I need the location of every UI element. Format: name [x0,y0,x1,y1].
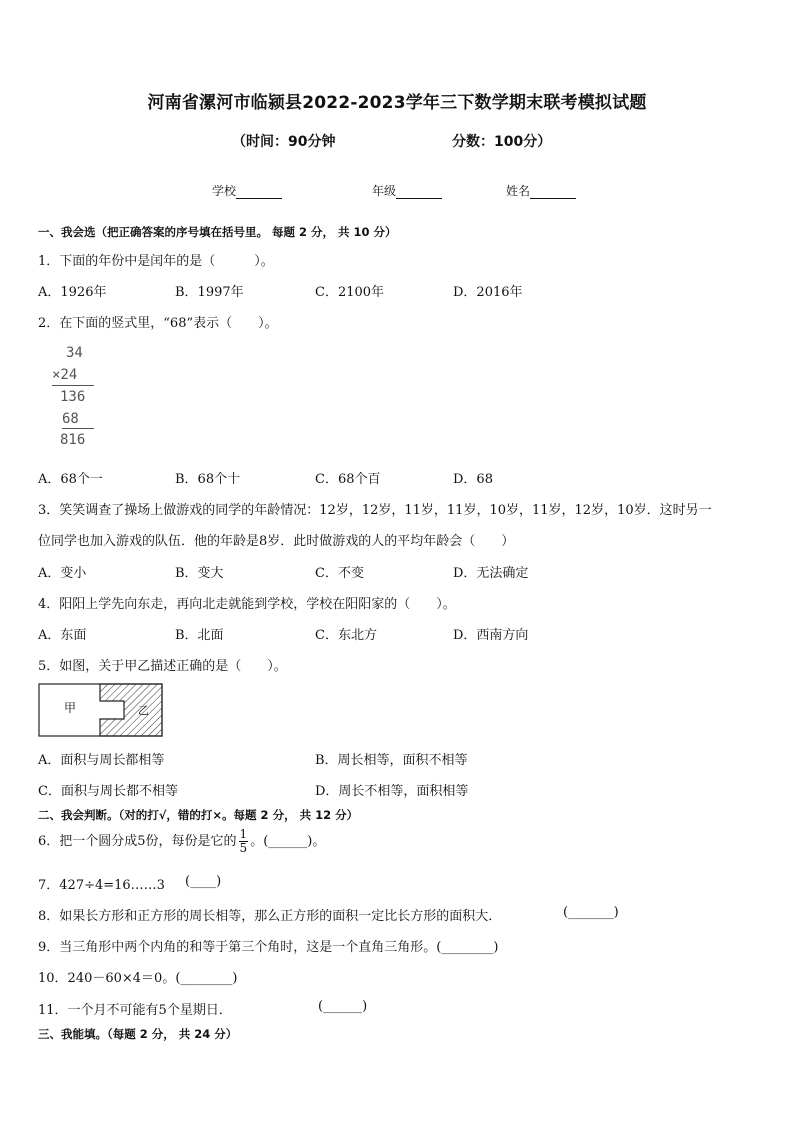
q4-option-b[interactable]: B．北面 [175,628,224,643]
q2-option-a[interactable]: A．68个一 [38,472,103,487]
name-label: 姓名 [506,184,531,198]
q1-option-c[interactable]: C．2100年 [315,285,385,300]
question-1: 1．下面的年份中是闰年的是（ ）。 [38,254,274,269]
q6-answer-blank[interactable]: 。(______)。 [250,834,326,849]
exam-score: 分数：100分） [452,134,552,150]
q8-answer-blank[interactable]: (_______) [563,905,619,920]
partial-product-1: 136 [60,389,86,405]
question-3-line-1: 3．笑笑调查了操场上做游戏的同学的年龄情况：12岁，12岁，11岁，11岁，10岁，11岁，12岁，10岁．这时另一 [38,503,712,518]
fraction-denominator: 5 [239,841,248,855]
q4-option-d[interactable]: D．西南方向 [453,628,529,643]
fraction-numerator: 1 [239,827,248,841]
q2-option-d[interactable]: D．68 [453,472,493,487]
multiplier: ×24 [52,367,78,383]
q3-option-d[interactable]: D．无法确定 [453,566,529,581]
partial-product-2: 68 [62,411,79,427]
jia-label: 甲 [64,701,77,715]
grade-field[interactable] [372,182,442,199]
school-label: 学校 [212,184,237,198]
q1-option-b[interactable]: B．1997年 [175,285,244,300]
q5-option-a[interactable]: A．面积与周长都相等 [38,753,165,768]
q1-option-a[interactable]: A．1926年 [38,285,107,300]
question-5: 5．如图，关于甲乙描述正确的是（ ）。 [38,659,287,674]
q1-option-d[interactable]: D．2016年 [453,285,523,300]
question-8: 8．如果长方形和正方形的周长相等，那么正方形的面积一定比长方形的面积大． [38,909,502,924]
exam-time: （时间：90分钟 [232,134,336,150]
jia-yi-figure [38,683,164,738]
q5-option-b[interactable]: B．周长相等，面积不相等 [315,753,468,768]
q4-option-a[interactable]: A．东面 [38,628,87,643]
product-line-1 [52,385,94,386]
section-3-heading: 三、我能填。（每题 2 分， 共 24 分） [38,1027,238,1041]
fraction [239,828,249,855]
multiplicand: 34 [66,345,83,361]
question-11: 11．一个月不可能有5个星期日． [38,1003,232,1018]
question-3-line-2: 位同学也加入游戏的队伍．他的年龄是8岁．此时做游戏的人的平均年龄会（ ） [38,534,515,549]
grade-label: 年级 [372,184,397,198]
q11-answer-blank[interactable]: (______) [318,999,368,1014]
question-4: 4．阳阳上学先向东走，再向北走就能到学校，学校在阳阳家的（ ）。 [38,597,456,612]
question-2: 2．在下面的竖式里，“68”表示（ ）。 [38,316,278,331]
q7-answer-blank[interactable]: (____) [185,874,222,889]
question-9[interactable]: 9．当三角形中两个内角的和等于第三个角时，这是一个直角三角形。(________) [38,940,499,955]
school-blank[interactable] [236,186,282,199]
q3-option-c[interactable]: C．不变 [315,566,364,581]
grade-blank[interactable] [396,186,442,199]
section-1-heading: 一、我会选（把正确答案的序号填在括号里。 每题 2 分， 共 10 分） [38,225,397,239]
name-blank[interactable] [530,186,576,199]
q2-option-b[interactable]: B．68个十 [175,472,241,487]
question-6 [38,828,325,855]
q5-option-c[interactable]: C．面积与周长都不相等 [38,784,178,799]
product: 816 [60,432,86,448]
product-line-2 [62,428,94,429]
q3-option-a[interactable]: A．变小 [38,566,87,581]
question-10[interactable]: 10．240－60×4＝0。(________) [38,971,238,986]
school-field[interactable] [212,182,282,199]
section-2-heading: 二、我会判断。（对的打√，错的打×。每题 2 分， 共 12 分） [38,808,359,822]
page-title: 河南省漯河市临颍县2022-2023学年三下数学期末联考模拟试题 [147,93,647,113]
q6-text: 6．把一个圆分成5份，每份是它的 [38,834,237,849]
q5-option-d[interactable]: D．周长不相等，面积相等 [315,784,469,799]
question-7: 7．427÷4=16……3 [38,878,165,893]
name-field[interactable] [506,182,576,199]
q4-option-c[interactable]: C．东北方 [315,628,377,643]
q3-option-b[interactable]: B．变大 [175,566,224,581]
q2-option-c[interactable]: C．68个百 [315,472,381,487]
yi-label: 乙 [138,704,149,717]
